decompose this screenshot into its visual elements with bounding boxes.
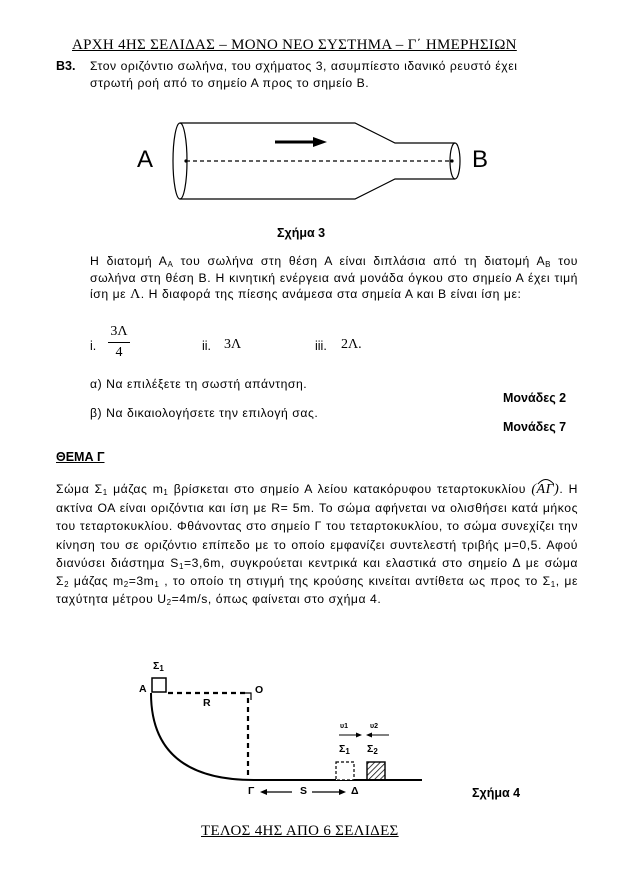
distance-arrow-left-icon — [260, 789, 267, 795]
label-sigma2-small — [367, 743, 378, 755]
marks-a: Μονάδες 2 — [503, 391, 567, 405]
point-b-dot — [450, 159, 453, 162]
thema-text-5: =3,6m, συγκρούεται κεντρικά και ελαστικά στο σημείο Δ με σώμα Σ — [56, 555, 578, 589]
thema-text-8: , το οποίο τη στιγμή της κρούσης κινείται αντίθετα ως προς το Σ — [159, 574, 551, 589]
arc-letters — [537, 481, 555, 499]
figure4-caption: Σχήμα 4 — [472, 786, 521, 800]
thema-text-9: , με ταχύτητα μέτρου U — [56, 574, 578, 607]
question-a: α) Να επιλέξετε τη σωστή απάντηση. — [90, 377, 308, 391]
label-point-o: O — [255, 684, 264, 696]
label-sigma1-letter: Σ — [153, 660, 160, 672]
marks-b: Μονάδες 7 — [503, 420, 567, 434]
option-iii-label: iii. — [315, 339, 327, 353]
thema-sub-1: 1 — [102, 488, 108, 497]
stem-text-3: του σωλήνα στη θέση Β. Η κινητική ενέργεια ανά μονάδα όγκου στο σημείο Α έχει τιμή ίση με — [90, 254, 578, 301]
thema-text-10: =4m/s, όπως φαίνεται στο σχήμα 4. — [171, 592, 382, 607]
label-u1: υ1 — [340, 723, 348, 730]
thema-text-4: . Η ακτίνα ΟΑ είναι οριζόντια και ίση με R= 5m. Το σώμα αφήνεται να ολισθήσει κατά μήκος του τεταρτοκυκλίου. Φθάνοντας στο σημείο Γ του τεταρτοκυκλίου, το σώμα συνεχίζει την κίνηση του σε οριζόντιο επίπεδο με το οποίο εμφανίζει συντελεστή τριβής μ=0,5. Αφού διανύσει διάστημα S — [56, 482, 579, 570]
thema-text-1: Σώμα Σ — [56, 482, 103, 496]
question-b: β) Να δικαιολογήσετε την επιλογή σας. — [90, 406, 319, 420]
thema-sub-2: 1 — [163, 488, 169, 497]
thema-sub-8: 1 — [550, 580, 556, 590]
label-point-a-fig4: Α — [139, 683, 147, 695]
thema-sub-6: 2 — [123, 580, 129, 590]
option-i-fraction — [108, 324, 130, 361]
stem-lambda: Λ — [130, 287, 141, 302]
label-sigma1-top — [153, 660, 164, 672]
label-point-b: Β — [472, 146, 489, 173]
stem-sub-b: Β — [545, 260, 552, 269]
label-radius-r: R — [203, 697, 211, 709]
stem-text-4: . Η διαφορά της πίεσης ανάμεσα στα σημεία Α και Β είναι ίση με: — [140, 287, 522, 301]
page-footer: ΤΕΛΟΣ 4ΗΣ ΑΠΟ 6 ΣΕΛΙΔΕΣ — [201, 823, 399, 839]
label-point-gamma: Γ — [248, 785, 255, 797]
thema-sub-7: 1 — [154, 580, 160, 590]
velocity-u2-arrow-icon — [366, 733, 372, 738]
b3-intro-line2: στρωτή ροή από το σημείο Α προς το σημείο Β. — [90, 75, 370, 90]
question-label: Β3. — [56, 59, 76, 73]
section-title: ΘΕΜΑ Γ — [56, 450, 105, 464]
label-point-delta: Δ — [351, 785, 359, 797]
arc-notation: ( ΑΓ) — [531, 482, 559, 497]
quarter-circle-figure — [130, 650, 440, 800]
option-i-numerator: 3Λ — [110, 324, 128, 339]
figure3-caption: Σχήμα 3 — [277, 226, 326, 240]
b3-intro — [90, 58, 578, 91]
distance-arrow-right-icon — [339, 789, 346, 795]
stem-text-2: του σωλήνα στη θέση Α είναι διπλάσια από τη διατομή Α — [173, 254, 546, 268]
flow-arrow-head — [313, 137, 327, 147]
page-header: ΑΡΧΗ 4ΗΣ ΣΕΛΙΔΑΣ – ΜΟΝΟ ΝΕΟ ΣΥΣΤΗΜΑ – Γ΄ ΗΜΕΡΗΣΙΩΝ — [72, 37, 517, 53]
stem-text-1: Η διατομή Α — [90, 254, 168, 268]
thema-text-3: βρίσκεται στο σημείο Α λείου κατακόρυφου τεταρτοκυκλίου — [168, 482, 526, 496]
label-sigma2-small-sub: 2 — [373, 747, 378, 756]
label-sigma1-sub: 1 — [159, 664, 164, 673]
label-point-a: Α — [137, 146, 154, 173]
b3-intro-line1: Στον οριζόντιο σωλήνα, του σχήματος 3, ασυμπίεστο ιδανικό ρευστό έχει — [90, 59, 518, 73]
body-sigma1-dashed — [336, 762, 354, 780]
thema-sub-5: 2 — [64, 580, 70, 590]
label-sigma1-small-letter: Σ — [339, 743, 346, 755]
body-sigma1-at-a — [152, 678, 166, 692]
thema-text-2: μάζας m — [107, 482, 164, 496]
arc-symbol-icon — [537, 477, 555, 485]
velocity-u1-arrow-icon — [356, 733, 362, 738]
label-distance-s: S — [300, 785, 308, 797]
pipe-bottom-outline — [180, 179, 455, 199]
thema-sub-9: 2 — [166, 598, 172, 608]
label-sigma1-small — [339, 743, 350, 755]
option-iii-value: 2Λ. — [341, 337, 362, 352]
stem-sub-a: Α — [167, 260, 174, 269]
label-u2: υ2 — [370, 723, 378, 730]
label-sigma1-small-sub: 1 — [345, 747, 350, 756]
option-i-denominator: 4 — [108, 342, 130, 361]
point-a-dot — [184, 159, 187, 162]
label-sigma2-small-letter: Σ — [367, 743, 374, 755]
b3-stem — [90, 253, 578, 304]
option-i-label: i. — [90, 339, 97, 353]
thema-paragraph — [56, 480, 578, 608]
body-sigma2-hatched — [367, 762, 385, 780]
pipe-figure — [130, 118, 510, 218]
arc-text: ΑΓ — [536, 482, 555, 497]
option-ii-value: 3Λ — [224, 337, 242, 352]
thema-sub-4: 1 — [178, 561, 184, 571]
thema-text-6: μάζας m — [69, 574, 124, 589]
option-ii-label: ii. — [202, 339, 212, 353]
thema-text-7: =3m — [128, 574, 155, 589]
